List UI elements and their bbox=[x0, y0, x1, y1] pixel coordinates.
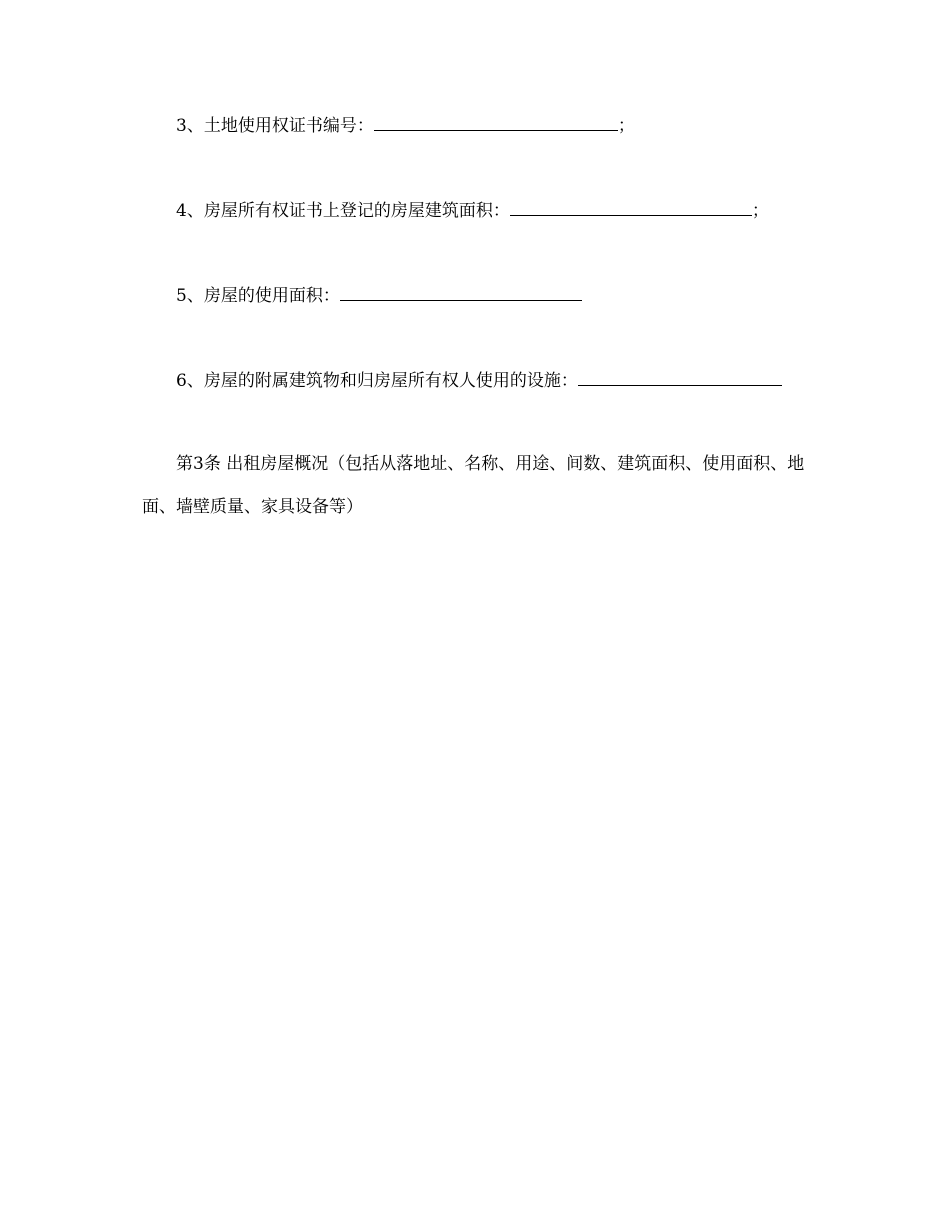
fill-in-blank[interactable] bbox=[374, 114, 618, 131]
item-5-usable-area bbox=[176, 284, 582, 306]
fill-in-blank[interactable] bbox=[578, 369, 782, 386]
fill-in-blank[interactable] bbox=[340, 284, 582, 301]
item-suffix: ； bbox=[617, 116, 635, 136]
item-label: 6、房屋的附属建筑物和归房屋所有权人使用的设施： bbox=[176, 371, 578, 391]
item-suffix: ； bbox=[751, 201, 769, 221]
item-3-land-certificate-number bbox=[176, 114, 635, 136]
item-4-building-area bbox=[176, 199, 769, 221]
article-text: （包括从落地址、名称、用途、间数、建筑面积、使用面积、地面、墙壁质量、家具设备等） bbox=[142, 454, 805, 517]
item-6-attached-facilities bbox=[176, 369, 782, 391]
article-heading: 第3条 出租房屋概况 bbox=[176, 454, 329, 474]
item-label: 4、房屋所有权证书上登记的房屋建筑面积： bbox=[176, 201, 510, 221]
article-3-paragraph bbox=[142, 443, 822, 529]
item-label: 5、房屋的使用面积： bbox=[176, 286, 340, 306]
item-label: 3、土地使用权证书编号： bbox=[176, 116, 374, 136]
fill-in-blank[interactable] bbox=[510, 199, 752, 216]
